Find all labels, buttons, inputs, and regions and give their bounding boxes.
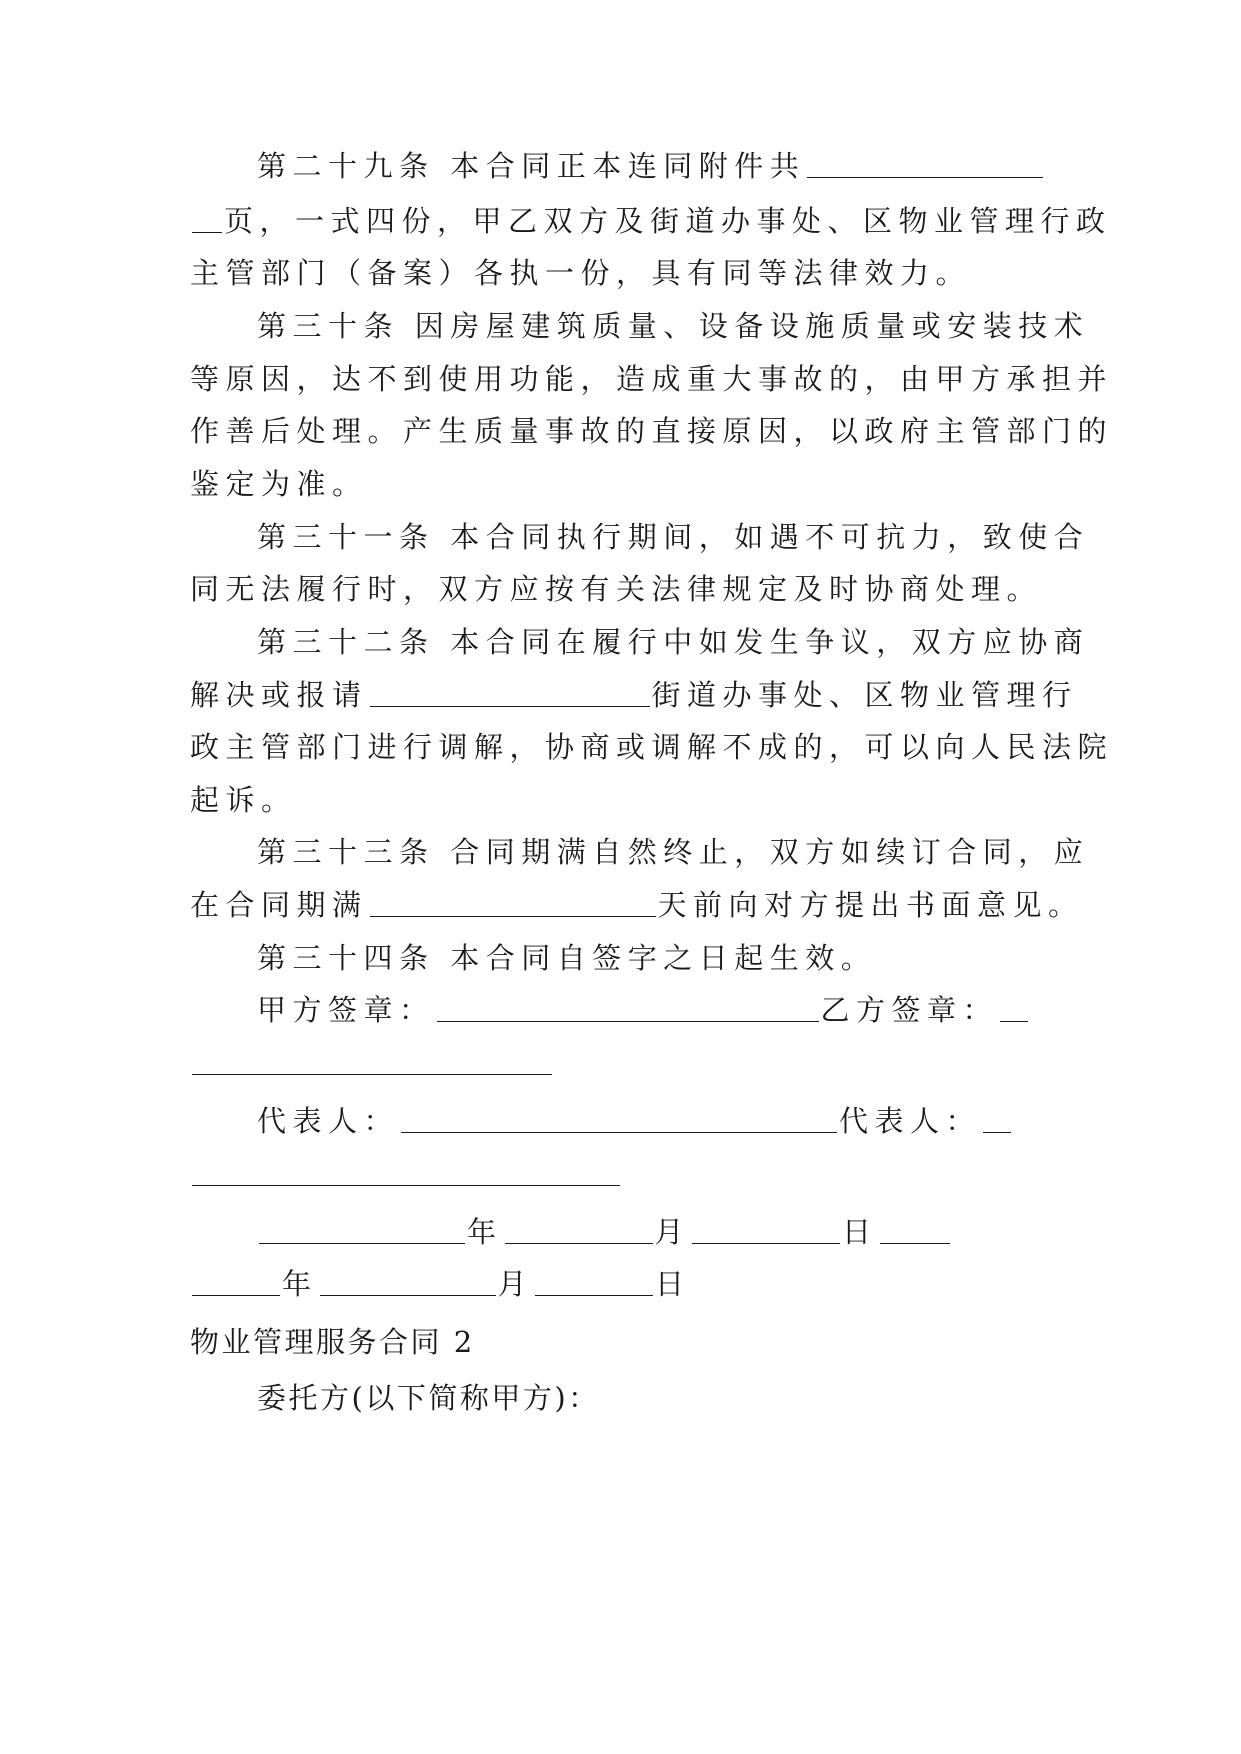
- article-33-text: 天前向对方提出书面意见。: [657, 888, 1084, 922]
- representative-line-cont: [0, 1145, 1241, 1203]
- article-32-text: 解决或报请: [190, 678, 368, 712]
- blank-notice-days: [370, 882, 656, 917]
- party-a-seal-label: 甲方签章：: [257, 993, 435, 1027]
- blank-year-b-cont: [192, 1261, 280, 1296]
- year-label: 年: [467, 1215, 503, 1249]
- article-32-text: 街道办事处、区物业管理行: [651, 678, 1078, 712]
- article-32-text: 第三十二条 本合同在履行中如发生争议，双方应协商: [257, 625, 1090, 659]
- article-30-text: 第三十条 因房屋建筑质量、设备设施质量或安装技术: [257, 309, 1090, 343]
- article-33-text: 在合同期满: [190, 888, 368, 922]
- article-30-text: 等原因，达不到使用功能，造成重大事故的，由甲方承担并: [190, 362, 1114, 396]
- blank-page-count: [807, 143, 1043, 178]
- article-30-line-3: [0, 402, 1241, 460]
- date-line-b: [0, 1255, 1241, 1313]
- representative-line: [0, 1092, 1241, 1150]
- article-32-text: 政主管部门进行调解，协商或调解不成的，可以向人民法院: [190, 730, 1114, 764]
- date-line-a: [0, 1203, 1241, 1261]
- article-29-line-3: [0, 244, 1241, 302]
- article-32-line-3: [0, 718, 1241, 776]
- article-30-text: 鉴定为准。: [190, 467, 368, 501]
- blank-page-count-cont: [192, 198, 222, 233]
- blank-party-a-seal: [437, 987, 819, 1022]
- year-label: 年: [282, 1267, 318, 1301]
- blank-representative-b-cont: [192, 1151, 620, 1186]
- article-32-line-4: [0, 771, 1241, 829]
- article-34-text: 第三十四条 本合同自签字之日起生效。: [257, 941, 877, 975]
- signature-line: [0, 981, 1241, 1039]
- representative-a-label: 代表人：: [257, 1104, 400, 1138]
- article-33-text: 第三十三条 合同期满自然终止，双方如续订合同，应: [257, 835, 1090, 869]
- blank-day-a: [692, 1209, 840, 1244]
- blank-representative-a: [401, 1098, 837, 1133]
- article-31-line-2: [0, 560, 1241, 618]
- month-label: 月: [654, 1215, 691, 1249]
- article-32-line-2: [0, 666, 1241, 724]
- blank-party-b-seal: [1000, 987, 1028, 1022]
- representative-b-label: 代表人：: [839, 1104, 982, 1138]
- article-33-line-1: [0, 823, 1241, 881]
- blank-mediator: [370, 672, 650, 707]
- article-29-text: 页，一式四份，甲乙双方及街道办事处、区物业管理行政: [224, 204, 1112, 238]
- client-label: 委托方(以下简称甲方)：: [257, 1381, 600, 1415]
- article-30-line-1: [0, 297, 1241, 355]
- article-31-line-1: [0, 508, 1241, 566]
- article-29-text: 主管部门（备案）各执一份，具有同等法律效力。: [190, 256, 972, 290]
- article-34-line-1: [0, 929, 1241, 987]
- blank-representative-b: [983, 1098, 1011, 1133]
- article-29-text: 第二十九条 本合同正本连同附件共: [257, 149, 806, 183]
- article-32-line-1: [0, 613, 1241, 671]
- article-30-line-4: [0, 455, 1241, 513]
- article-30-line-2: [0, 350, 1241, 408]
- article-29-line-2: [0, 192, 1241, 250]
- blank-day-b: [535, 1261, 653, 1296]
- blank-party-b-seal-cont: [192, 1040, 552, 1075]
- party-b-seal-label: 乙方签章：: [820, 993, 999, 1027]
- article-29-line-1: [0, 137, 1241, 195]
- signature-line-cont: [0, 1034, 1241, 1092]
- article-33-line-2: [0, 876, 1241, 934]
- section-title: [0, 1313, 1241, 1371]
- blank-month-b: [320, 1261, 496, 1296]
- article-31-text: 同无法履行时，双方应按有关法律规定及时协商处理。: [190, 572, 1043, 606]
- article-32-text: 起诉。: [190, 783, 297, 817]
- blank-month-a: [505, 1209, 653, 1244]
- article-30-text: 作善后处理。产生质量事故的直接原因，以政府主管部门的: [190, 414, 1114, 448]
- blank-year-b: [880, 1209, 950, 1244]
- blank-year-a: [259, 1209, 465, 1244]
- day-label: 日: [655, 1267, 691, 1301]
- month-label: 月: [497, 1267, 534, 1301]
- day-label: 日: [842, 1215, 878, 1249]
- article-31-text: 第三十一条 本合同执行期间，如遇不可抗力，致使合: [257, 520, 1090, 554]
- section-title-text: 物业管理服务合同 2: [190, 1325, 475, 1359]
- client-line: [0, 1369, 1241, 1427]
